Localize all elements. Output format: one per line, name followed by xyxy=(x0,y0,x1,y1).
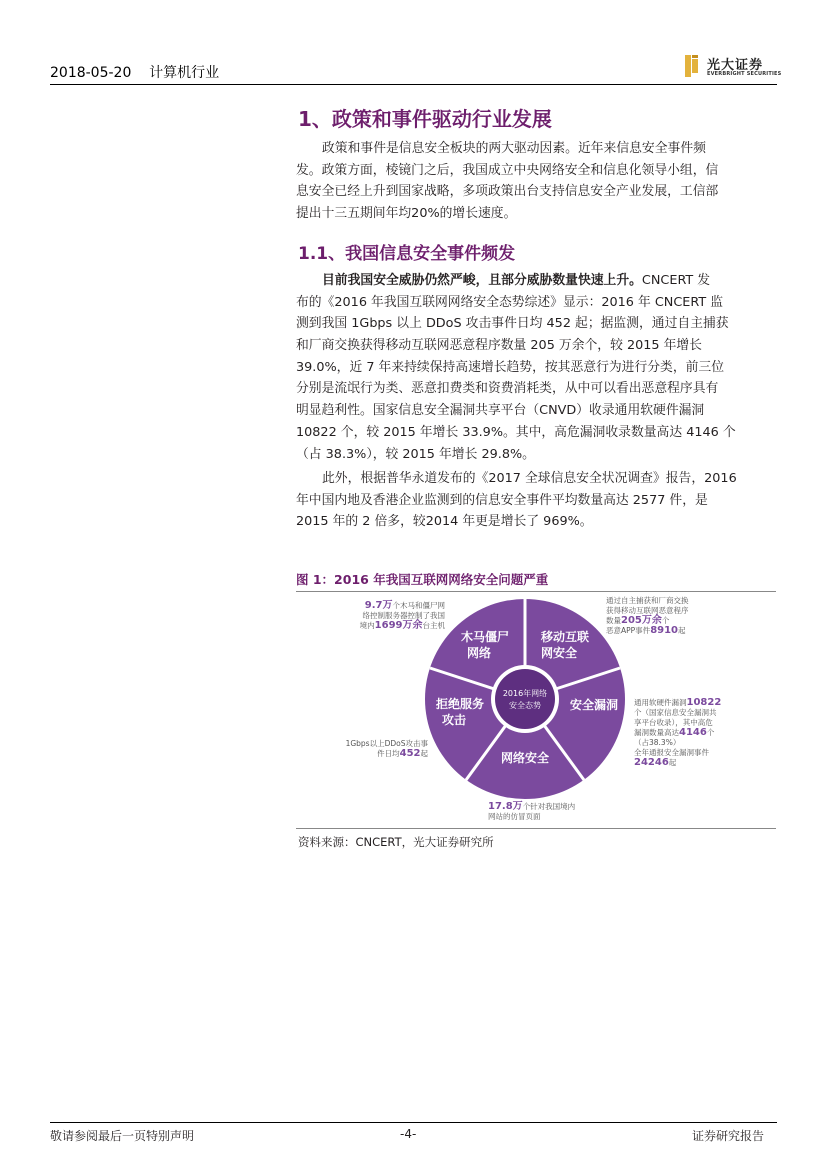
section-heading-1-1: 1.1、我国信息安全事件频发 xyxy=(298,244,516,264)
annotation-vulnerability xyxy=(634,698,721,768)
page-number: -4- xyxy=(400,1127,417,1141)
text-line: 分别是流氓行为类、恶意扣费类和资费消耗类，从中可以看出恶意程序具有 xyxy=(296,381,719,397)
center-circle xyxy=(495,669,555,729)
figure-title: 图 1：2016 年我国互联网网络安全问题严重 xyxy=(296,572,549,587)
annotation-mobile xyxy=(606,596,689,636)
section1-1-paragraph-2 xyxy=(296,468,776,533)
logo-text-en: EVERBRIGHT SECURITIES xyxy=(707,71,782,77)
text-line: （占 38.3%），较 2015 年增长 29.8%。 xyxy=(296,446,535,462)
annotation-text: 获得移动互联网恶意程序 xyxy=(606,606,689,615)
annotation-text: （占38.3%） xyxy=(634,738,681,747)
annotation-text: 通用软硬件漏洞 xyxy=(634,698,687,707)
logo-text-cn: 光大证券 xyxy=(707,58,764,73)
annotation-number: 1699万余 xyxy=(374,620,423,631)
annotation-number: 17.8万 xyxy=(488,801,523,812)
text-line: 布的《2016 年我国互联网网络安全态势综述》显示：2016 年 CNCERT 监 xyxy=(296,294,724,310)
section1-1-paragraph-1 xyxy=(296,270,776,465)
annotation-text: 个（国家信息安全漏洞共 xyxy=(634,708,717,717)
segment-vuln-line1: 安全漏洞 xyxy=(569,698,619,712)
annotation-number: 24246 xyxy=(634,757,669,768)
annotation-text: 件日均 xyxy=(377,749,400,758)
text-line: 39.0%，近 7 年来持续保持高速增长趋势，按其恶意行为进行分类，前三位 xyxy=(296,359,725,375)
text-line: 年中国内地及香港企业监测到的信息安全事件平均数量高达 2577 件，是 xyxy=(296,492,708,508)
annotation-text: 全年通报安全漏洞事件 xyxy=(634,748,709,757)
lead-rest: CNCERT 发 xyxy=(641,273,711,288)
text-line: 10822 个，较 2015 年增长 33.9%。其中，高危漏洞收录数量高达 4146 个 xyxy=(296,424,736,440)
annotation-text: 个 xyxy=(706,728,715,737)
annotation-text: 起 xyxy=(420,749,428,758)
logo-mark-icon xyxy=(683,54,701,78)
annotation-text: 漏洞数量高达 xyxy=(634,728,679,737)
text-line: 此外，根据普华永道发布的《2017 全球信息安全状况调查》报告，2016 xyxy=(322,471,737,486)
footer-divider xyxy=(50,1122,777,1123)
figure-source: 资料来源：CNCERT，光大证券研究所 xyxy=(298,835,494,849)
text-line: 提出十三五期间年均20%的增长速度。 xyxy=(296,206,517,222)
annotation-text: 个 xyxy=(661,616,670,625)
annotation-text: 1Gbps以上DDoS攻击事 xyxy=(345,739,428,748)
annotation-number: 9.7万 xyxy=(364,600,393,611)
annotation-text: 起 xyxy=(668,758,677,767)
figure-top-rule xyxy=(296,591,776,592)
annotation-text: 通过自主捕获和厂商交换 xyxy=(606,596,689,605)
annotation-text: 起 xyxy=(678,626,686,635)
annotation-phishing xyxy=(488,802,575,822)
section1-paragraph xyxy=(296,138,776,225)
annotation-text: 网站的仿冒页面 xyxy=(488,812,541,821)
segment-ddos-line1: 拒绝服务 xyxy=(435,697,485,711)
annotation-text: 享平台收录），其中高危 xyxy=(634,718,713,727)
annotation-text: 台主机 xyxy=(422,621,445,630)
bold-lead-sentence: 目前我国安全威胁仍然严峻，且部分威胁数量快速上升。 xyxy=(322,273,642,288)
annotation-number: 10822 xyxy=(686,697,722,708)
annotation-text: 境内 xyxy=(359,621,375,630)
footer-disclaimer: 敬请参阅最后一页特别声明 xyxy=(50,1129,195,1143)
annotation-text: 络控制服务器控制了我国 xyxy=(362,611,445,620)
segment-mobile-line2: 网安全 xyxy=(540,646,578,660)
center-label-line1: 2016年网络 xyxy=(502,689,548,698)
section-heading-1: 1、政策和事件驱动行业发展 xyxy=(298,107,552,131)
text-line xyxy=(296,270,776,292)
header-date-section: 2018-05-20 计算机行业 xyxy=(50,65,220,81)
annotation-number: 205万余 xyxy=(621,615,662,626)
annotation-trojan xyxy=(360,601,445,631)
figure-bottom-rule xyxy=(296,828,776,829)
center-label-line2: 安全态势 xyxy=(509,701,541,710)
annotation-text: 恶意APP事件 xyxy=(606,626,651,635)
footer-report-type: 证券研究报告 xyxy=(692,1129,765,1143)
segment-trojan-line1: 木马僵尸 xyxy=(460,630,510,644)
text-line: 政策和事件是信息安全板块的两大驱动因素。近年来信息安全事件频 xyxy=(322,141,706,156)
text-line: 和厂商交换获得移动互联网恶意程序数量 205 万余个，较 2015 年增长 xyxy=(296,338,702,354)
text-line: 发。政策方面，棱镜门之后，我国成立中央网络安全和信息化领导小组，信 xyxy=(296,162,719,178)
text-line: 2015 年的 2 倍多，较2014 年更是增长了 969%。 xyxy=(296,514,593,530)
company-logo xyxy=(683,54,783,80)
segment-ddos-line2: 攻击 xyxy=(441,713,467,727)
annotation-number: 8910 xyxy=(650,625,679,636)
segment-trojan-line2: 网络 xyxy=(466,646,492,660)
annotation-text: 个木马和僵尸网 xyxy=(392,601,445,610)
annotation-text: 数量 xyxy=(606,616,621,625)
text-line: 息安全已经上升到国家战略，多项政策出台支持信息安全产业发展，工信部 xyxy=(296,184,719,200)
annotation-number: 452 xyxy=(399,748,421,759)
segment-netsec-line1: 网络安全 xyxy=(500,751,550,765)
header-divider xyxy=(50,84,777,85)
segment-mobile-line1: 移动互联 xyxy=(540,630,590,644)
text-line: 明显趋利性。国家信息安全漏洞共享平台（CNVD）收录通用软硬件漏洞 xyxy=(296,403,705,419)
annotation-text: 个针对我国境内 xyxy=(522,802,576,811)
annotation-number: 4146 xyxy=(679,727,707,738)
annotation-ddos xyxy=(346,739,428,759)
figure-area xyxy=(296,596,776,828)
text-line: 测到我国 1Gbps 以上 DDoS 攻击事件日均 452 起；据监测，通过自主捕获 xyxy=(296,316,729,332)
